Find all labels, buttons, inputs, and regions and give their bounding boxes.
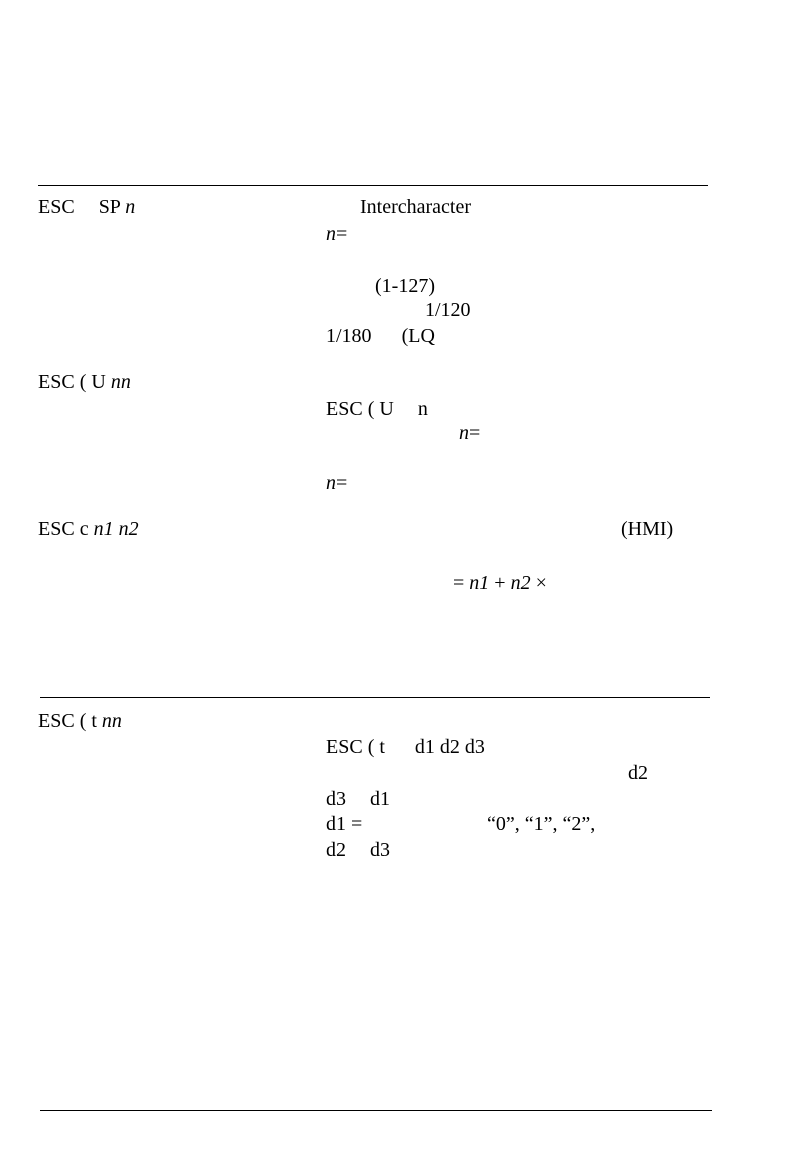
command-esc-c [38,517,139,541]
desc-token: + [494,572,506,594]
desc-token: 1/120 [425,299,471,321]
desc-line [326,397,428,421]
desc-param: n2 [510,572,531,594]
desc-token: d2 [326,839,346,861]
cmd-param: nn [110,371,131,393]
desc-line [453,571,547,595]
desc-token: d3 [326,788,346,810]
command-esc-sp [38,195,135,219]
desc-param: n [459,422,469,444]
desc-line [326,812,362,836]
desc-token: ESC [326,736,363,758]
desc-token: n [417,398,428,420]
desc-token: ESC [326,398,363,420]
desc-token: d2 [439,736,460,758]
desc-param: n [326,223,336,245]
command-esc-u [38,370,131,394]
desc-token: t [379,736,385,758]
cmd-param: n2 [118,518,139,540]
desc-token: 1/180 [326,325,372,347]
cmd-param: n1 [93,518,114,540]
desc-token: Intercharacter [360,196,472,218]
cmd-token: ( [79,371,87,393]
cmd-token: t [91,710,97,732]
desc-line [360,195,471,219]
desc-line [459,421,480,445]
cmd-token: SP [98,196,121,218]
command-esc-t [38,709,122,733]
desc-token: × [535,572,547,594]
desc-token: = [336,472,348,494]
desc-token: ( [367,398,375,420]
cmd-token: c [79,518,89,540]
desc-token: = [469,422,481,444]
cmd-token: ( [79,710,87,732]
desc-line [326,735,485,759]
desc-param: n [326,472,336,494]
desc-token: d3 [464,736,485,758]
section-divider-middle [40,697,710,698]
desc-token: d2 [628,762,648,784]
desc-token: = [336,223,348,245]
desc-line [375,274,435,298]
desc-token: ( [367,736,375,758]
desc-line [326,324,435,348]
desc-token: = [351,813,363,835]
desc-line [487,812,595,836]
desc-line [326,787,390,811]
desc-line [621,517,673,541]
desc-token: d1 [370,788,390,810]
desc-token: (LQ [401,325,435,347]
cmd-param: n [125,196,136,218]
desc-token: “0”, “1”, “2”, [487,813,596,835]
section-divider-top [38,185,708,186]
desc-line [326,471,347,495]
desc-token: U [379,398,394,420]
desc-token: = [453,572,465,594]
cmd-token: U [91,371,106,393]
cmd-token: ESC [38,518,75,540]
desc-token: (HMI) [621,518,674,540]
cmd-token: ESC [38,710,75,732]
desc-token: d3 [370,839,390,861]
desc-param: n1 [469,572,490,594]
cmd-param: nn [101,710,122,732]
desc-token: (1-127) [375,275,435,297]
desc-line [628,761,648,785]
desc-line [326,222,347,246]
desc-token: d1 [326,813,346,835]
cmd-token: ESC [38,371,75,393]
desc-token: d1 [414,736,435,758]
footer-rule [40,1110,712,1111]
cmd-token: ESC [38,196,75,218]
desc-line [425,298,471,322]
desc-line [326,838,390,862]
